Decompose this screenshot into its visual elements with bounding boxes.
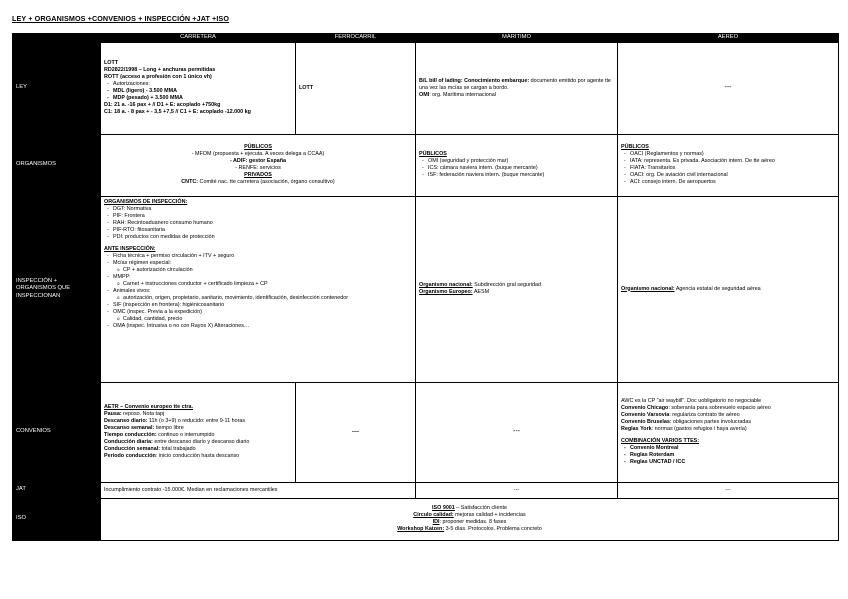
inspeccion-carretera-cell	[101, 196, 416, 382]
col-header-maritimo: MARITIMO	[416, 34, 618, 43]
row-ley	[13, 42, 839, 134]
convenios-york: Reglas York: normas (gastos refugios i haya avería)	[621, 426, 747, 433]
inspeccion-organismos-list	[104, 206, 412, 241]
ley-lott: LOTT	[104, 59, 119, 66]
list-item: - IATA: representa. Es privada. Asociación intern. De tte aéreo	[630, 158, 835, 165]
ley-c1: C1: 18 a. - 8 pax + - 3,5 +7,5 // C1 + E: acoplado -12.000 kg	[104, 109, 251, 116]
jat-aereo-cell: ---	[618, 482, 839, 498]
summary-table	[12, 33, 839, 541]
convenios-periodo-conduccion: Periodo conducción: inicio conducción hasta descanso	[104, 453, 240, 460]
convenios-descanso-semanal: Descanso semanal: tiempo libre	[104, 425, 184, 432]
header-corner	[13, 34, 101, 43]
inspeccion-ante-list	[104, 253, 412, 330]
inspeccion-ante-heading: ANTE INSPECCIÓN:	[104, 245, 156, 252]
organismos-adif: - ADIF: gestor España	[229, 158, 287, 165]
organismos-privados-heading: PRIVADOS	[244, 172, 272, 179]
col-header-ferrocarril: FERROCARRIL	[296, 34, 416, 43]
header-row	[13, 34, 839, 43]
convenios-descanso-diario: Descanso diario: 11h (o 3+9) o reducido: entre 9-11 horas	[104, 418, 246, 424]
ley-rott: ROTT (acceso a profesión con 1 único vh)	[104, 74, 212, 80]
convenios-chicago: Convenio Chicago: soberanía para sobrevuelo espacio aéreo	[621, 404, 771, 411]
list-item: - Mcías régimen especial: o CP + autorización circulación	[113, 260, 412, 274]
row-organismos	[13, 134, 839, 196]
ley-omi-text: OMI: org. Marítima internacional	[419, 91, 496, 98]
convenios-combinacion-heading: COMBINACIÓN VARIOS TTES:	[621, 438, 700, 445]
inspeccion-aereo-nacional: Organismo nacional: Agencia estatal de seguridad aérea	[621, 285, 761, 292]
row-iso	[13, 498, 839, 540]
list-item: - SIF (inspección en frontera): higiénicosanitario	[113, 302, 412, 309]
convenios-carretera-cell	[101, 382, 296, 482]
list-item: - Autorizaciones:	[113, 81, 292, 88]
organismos-maritimo-publicos-heading: PÚBLICOS	[419, 151, 447, 157]
iso-9001: ISO 9001 – Satisfacción cliente	[432, 505, 507, 511]
row-header-jat: JAT	[13, 482, 101, 498]
list-item: - MDP (pesado) + 3.500 MMA	[113, 95, 292, 102]
list-item: - Ficha técnica + permiso circulación + ITV + seguro	[113, 253, 412, 260]
convenios-aereo-cell	[618, 382, 839, 482]
organismos-renfe: - RENFE: servicios	[235, 165, 281, 172]
row-header-inspeccion: INSPECCIÓN + ORGANISMOS QUE INSPECCIONAN	[13, 196, 101, 382]
list-item: - Animales vivos: o autorización, origen, propietario, sanitario, movimiento, identificación, desinfección contenedor	[113, 288, 412, 302]
inspeccion-maritimo-nacional: Organismo nacional: Subdirección gral seguridad	[419, 282, 541, 289]
sub-list-item: o Calidad, cantidad, precio	[123, 316, 412, 323]
convenios-pausa: Pausa: reposo. Nota tapj	[104, 410, 165, 417]
list-item: - PIF: Frontera	[113, 213, 412, 220]
list-item: - MMPP: o Carnet + instrucciones conductor + certificado limpieza + CP	[113, 274, 412, 288]
convenios-maritimo-cell: ---	[416, 382, 618, 482]
inspeccion-aereo-cell	[618, 196, 839, 382]
organismos-carretera-cell	[101, 134, 416, 196]
list-item: - OMC (inspec. Previa a la expedición) o Calidad, cantidad, precio	[113, 309, 412, 323]
convenios-tiempo-conduccion: Tiempo conducción: continuo o interrumpido	[104, 432, 215, 439]
list-item: - OACI: org. De aviación civil internacional	[630, 172, 835, 179]
sub-list-item: o CP + autorización circulación	[123, 267, 412, 274]
ley-bl-text: B/L bill of lading: Conocimiento embarque: documento emitido por agente tte una vez las mcías se cargan a bordo.	[419, 77, 611, 91]
list-item: - PIF-RTO: fitosanitaria	[113, 227, 412, 234]
ley-maritimo-cell	[416, 42, 618, 134]
row-inspeccion	[13, 196, 839, 382]
convenios-conduccion-diaria: Conducción diaria: entre descanso diario y descanso diario	[104, 439, 250, 446]
convenios-combinacion-list	[621, 445, 835, 466]
convenios-bruselas: Convenio Bruselas: obligaciones partes involucradas	[621, 419, 752, 425]
inspeccion-maritimo-europeo: Organismo Europeo: AESM	[419, 289, 490, 296]
convenios-conduccion-semanal: Conducción semanal: total trabajado	[104, 446, 196, 453]
organismos-mfom: - MFOM (propuesta + ejecuta. A veces delega a CCAA)	[191, 151, 325, 157]
list-item: - MDL (ligero) - 3.500 MMA	[113, 88, 292, 95]
document-title: LEY + ORGANISMOS +CONVENIOS + INSPECCIÓN +JAT +ISO	[12, 14, 230, 23]
list-item: - Convenio Montreal	[630, 445, 835, 452]
iso-kaizen: Workshop Kaizen: 3-5 días. Protocolos. Problema concreto	[397, 526, 542, 533]
sub-list-item: o Carnet + instrucciones conductor + certificado limpieza + CP	[123, 281, 412, 288]
convenios-awc: AWC es la CP "air waybill". Doc uobligatorio no negociable	[621, 397, 762, 404]
col-header-aereo: AEREO	[618, 34, 839, 43]
sub-list-item: o autorización, origen, propietario, sanitario, movimiento, identificación, desinfección contenedor	[123, 295, 412, 302]
col-header-carretera: CARRETERA	[101, 34, 296, 43]
organismos-maritimo-cell	[416, 134, 618, 196]
list-item: - Reglas UNCTAD / ICC	[630, 459, 835, 466]
jat-maritimo-cell: ---	[416, 482, 618, 498]
organismos-maritimo-list	[419, 158, 614, 179]
convenios-varsovia: Convenio Varsovia: regulariza contrato tte aéreo	[621, 411, 740, 418]
inspeccion-maritimo-cell	[416, 196, 618, 382]
list-item: - ICS: cámara naviera intern. (buque mercante)	[428, 165, 614, 172]
ley-carretera-cell	[101, 42, 296, 134]
row-jat	[13, 482, 839, 498]
ley-aereo-cell: ---	[618, 42, 839, 134]
organismos-aereo-list	[621, 151, 835, 186]
ley-autorizaciones-list	[104, 81, 292, 102]
list-item: - DGT: Normativa	[113, 206, 412, 213]
row-header-organismos: ORGANISMOS	[13, 134, 101, 196]
jat-carretera-cell: Incumplimiento contrato -15.000€. Median en reclamaciones mercantiles	[101, 482, 416, 498]
iso-idi: IDI: proponer medidas. 8 fases	[432, 519, 507, 526]
row-header-iso: ISO	[13, 498, 101, 540]
organismos-aereo-publicos-heading: PÚBLICOS	[621, 143, 649, 150]
list-item: - ACI: consejo intern. De aeropuertos	[630, 179, 835, 186]
list-item: - FIATA: Transitarios	[630, 165, 835, 172]
ley-d1: D1: 21 a. -16 pax + // D1 + E: acoplado +750kg	[104, 102, 221, 109]
organismos-cntc: CNTC: Comité nac. tte carretera (asociación, órgano consultivo)	[181, 179, 335, 186]
inspeccion-organismos-heading: ORGANISMOS DE INSPECCIÓN:	[104, 198, 188, 205]
list-item: - RAH: Recintoaduanero consumo humano	[113, 220, 412, 227]
organismos-aereo-cell	[618, 134, 839, 196]
list-item: - PDI: productos con medidas de protección	[113, 234, 412, 241]
ley-ferrocarril-cell: LOTT	[296, 42, 416, 134]
list-item: - Reglas Roterdam	[630, 452, 835, 459]
list-item: - OMI (seguridad y protección mar)	[428, 158, 614, 165]
row-header-convenios: CONVENIOS	[13, 382, 101, 482]
convenios-aetr-heading: AETR – Convenio europeo tte ctra.	[104, 403, 193, 410]
list-item: - OACI (Reglamentos y normas)	[630, 151, 835, 158]
iso-circulo-calidad: Círculo calidad: mejoras calidad + incidencias	[413, 512, 526, 519]
row-convenios	[13, 382, 839, 482]
iso-cell	[101, 498, 839, 540]
list-item: - ISF: federación naviera intern. (buque mercante)	[428, 172, 614, 179]
convenios-ferrocarril-cell: —	[296, 382, 416, 482]
row-header-ley: LEY	[13, 42, 101, 134]
organismos-publicos-heading: PÚBLICOS	[244, 143, 272, 150]
list-item: - OMA (inspec. Intrusiva o no con Rayos X) Alteraciones…	[113, 323, 412, 330]
ley-rd2822: RD2822/1998 – Long + anchuras permitidas	[104, 66, 216, 73]
